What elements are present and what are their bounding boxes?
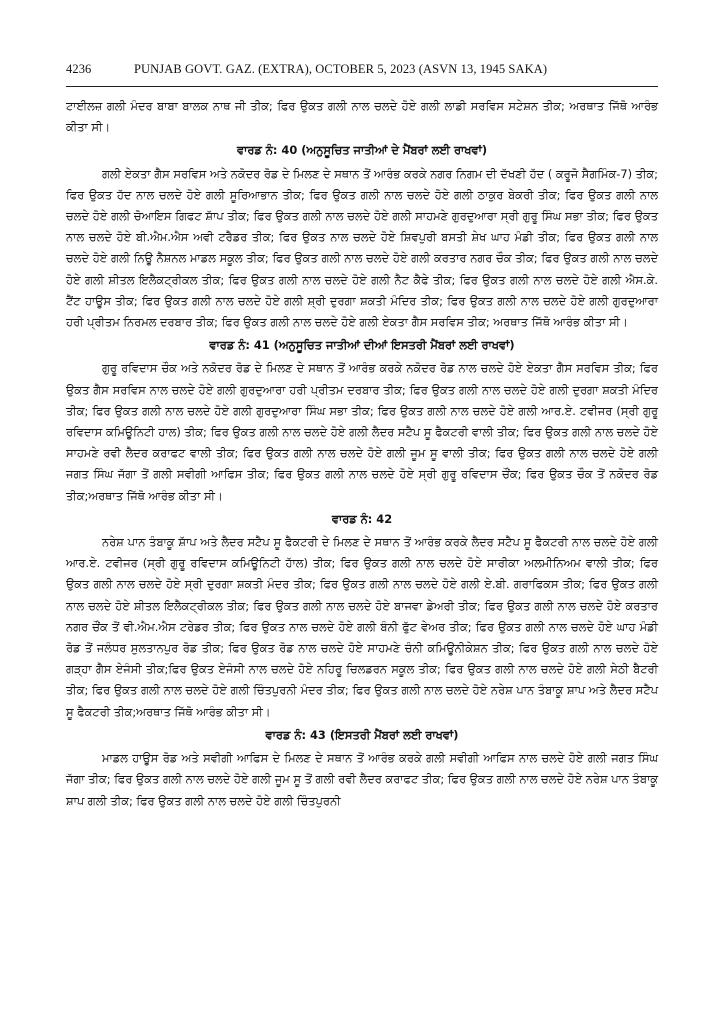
running-title: PUNJAB GOVT. GAZ. (EXTRA), OCTOBER 5, 2023 (ASVN 13, 1945 SAKA) [134, 62, 548, 76]
ward-41-heading: ਵਾਰਡ ਨੰ: 41 (ਅਨੁਸੂਚਿਤ ਜਾਤੀਆਂ ਦੀਆਂ ਇਸਤਰੀ ਮੈਂਬਰਾਂ ਲਈ ਰਾਖਵਾਂ) [209, 338, 515, 353]
ward-40-description: ਗਲੀ ਏਕਤਾ ਗੈਸ ਸਰਵਿਸ ਅਤੇ ਨਕੋਦਰ ਰੋਡ ਦੇ ਮਿਲਣ ਦੇ ਸਥਾਨ ਤੋਂ ਆਰੰਭ ਕਰਕੇ ਨਗਰ ਨਿਗਮ ਦੀ ਦੱਖਣੀ ਹੱਦ ( ਕਰੂਜੋ ਸੈਗਮਿੰਕ-7) ਤੀਕ; ਫਿਰ ਉਕਤ ਹੱਦ ਨਾਲ ਚਲਦੇ ਹੋਏ ਗਲੀ ਸੂਰਿਆਭਾਨ ਤੀਕ; ਫਿਰ ਉਕਤ ਗਲੀ ਨਾਲ ਚਲਦੇ ਹੋਏ ਗਲੀ ਠਾਕੁਰ ਬੇਕਰੀ ਤੀਕ; ਫਿਰ ਉਕਤ ਗਲੀ ਨਾਲ ਚਲਦੇ ਹੋਏ ਗਲੀ ਚੋਆਇਸ ਗਿਫਟ ਸ਼ਾੱਪ ਤੀਕ; ਫਿਰ ਉਕਤ ਗਲੀ ਨਾਲ ਚਲਦੇ ਹੋਏ ਗਲੀ ਸਾਹਮਣੇ ਗੁਰਦੁਆਰਾ ਸ੍ਰੀ ਗੁਰੂ ਸਿੰਘ ਸਭਾ ਤੀਕ; ਫਿਰ ਉਕਤ ਨਾਲ ਚਲਦੇ ਹੋਏ ਬੀ.ਐਮ.ਐਸ ਅਵੀ ਟਰੈਡਰ ਤੀਕ; ਫਿਰ ਉਕਤ ਨਾਲ ਚਲਦੇ ਹੋਏ ਸ਼ਿਵਪੁਰੀ ਬਸਤੀ ਸ਼ੇਖ ਘਾਹ ਮੰਡੀ ਤੀਕ; ਫਿਰ ਉਕਤ ਗਲੀ ਨਾਲ ਚਲਦੇ ਹੋਏ ਗਲੀ ਨਿਊ ਨੈਸ਼ਨਲ ਮਾਡਲ ਸਕੂਲ ਤੀਕ; ਫਿਰ ਉਕਤ ਗਲੀ ਨਾਲ ਚਲਦੇ ਹੋਏ ਗਲੀ ਕਰਤਾਰ ਨਗਰ ਚੌਕ ਤੀਕ; ਫਿਰ ਉਕਤ ਗਲੀ ਨਾਲ ਚਲਦੇ ਹੋਏ ਗਲੀ ਸ਼ੀਤਲ ਇਲੈਕਟ੍ਰੀਕਲ ਤੀਕ; ਫਿਰ ਉਕਤ ਗਲੀ ਨਾਲ ਚਲਦੇ ਹੋਏ ਗਲੀ ਨੈਟ ਕੈਫੇ ਤੀਕ; ਫਿਰ ਉਕਤ ਗਲੀ ਨਾਲ ਚਲਦੇ ਹੋਏ ਗਲੀ ਐਸ.ਕੇ. ਟੈਂਟ ਹਾਊਸ ਤੀਕ; ਫਿਰ ਉਕਤ ਗਲੀ ਨਾਲ ਚਲਦੇ ਹੋਏ ਗਲੀ ਸ਼੍ਰੀ ਦੁਰਗਾ ਸ਼ਕਤੀ ਮੰਦਿਰ ਤੀਕ; ਫਿਰ ਉਕਤ ਗਲੀ ਨਾਲ ਚਲਦੇ ਹੋਏ ਗਲੀ ਗੁਰਦੁਆਰਾ ਹਰੀ ਪ੍ਰੀਤਮ ਨਿਰਮਲ ਦਰਬਾਰ ਤੀਕ; ਫਿਰ ਉਕਤ ਗਲੀ ਨਾਲ ਚਲਦੇ ਹੋਏ ਗਲੀ ਏਕਤਾ ਗੈਸ ਸਰਵਿਸ ਤੀਕ; ਅਰਥਾਤ ਜਿੱਥੋ ਆਰੰਭ ਕੀਤਾ ਸੀ। [66, 166, 658, 330]
ward-41-description: ਗੁਰੂ ਰਵਿਦਾਸ ਚੌਕ ਅਤੇ ਨਕੋਦਰ ਰੋਡ ਦੇ ਮਿਲਣ ਦੇ ਸਥਾਨ ਤੋਂ ਆਰੰਭ ਕਰਕੇ ਨਕੋਦਰ ਰੋਡ ਨਾਲ ਚਲਦੇ ਹੋਏ ਏਕਤਾ ਗੈਸ ਸਰਵਿਸ ਤੀਕ; ਫਿਰ ਉਕਤ ਗੈਸ ਸਰਵਿਸ ਨਾਲ ਚਲਦੇ ਹੋਏ ਗਲੀ ਗੁਰਦੁਆਰਾ ਹਰੀ ਪ੍ਰੀਤਮ ਦਰਬਾਰ ਤੀਕ; ਫਿਰ ਉਕਤ ਗਲੀ ਨਾਲ ਚਲਦੇ ਹੋਏ ਗਲੀ ਦੁਰਗਾ ਸ਼ਕਤੀ ਮੰਦਿਰ ਤੀਕ; ਫਿਰ ਉਕਤ ਗਲੀ ਨਾਲ ਚਲਦੇ ਹੋਏ ਗਲੀ ਗੁਰਦੁਆਰਾ ਸਿੰਘ ਸਭਾ ਤੀਕ; ਫਿਰ ਉਕਤ ਗਲੀ ਨਾਲ ਚਲਦੇ ਹੋਏ ਗਲੀ ਆਰ.ਏ. ਟਵੀਜਰ (ਸ੍ਰੀ ਗੁਰੂ ਰਵਿਦਾਸ ਕਮਿਊਨਿਟੀ ਹਾਲ) ਤੀਕ; ਫਿਰ ਉਕਤ ਗਲੀ ਨਾਲ ਚਲਦੇ ਹੋਏ ਗਲੀ ਲੈਦਰ ਸਟੈਪ ਸੂ ਫੈਕਟਰੀ ਵਾਲੀ ਤੀਕ; ਫਿਰ ਉਕਤ ਗਲੀ ਨਾਲ ਚਲਦੇ ਹੋਏ ਸਾਹਮਣੇ ਰਵੀ ਲੈਦਰ ਕਰਾਫਟ ਵਾਲੀ ਤੀਕ; ਫਿਰ ਉਕਤ ਗਲੀ ਨਾਲ ਚਲਦੇ ਹੋਏ ਗਲੀ ਜੂਮ ਸੂ ਵਾਲੀ ਤੀਕ; ਫਿਰ ਉਕਤ ਗਲੀ ਨਾਲ ਚਲਦੇ ਹੋਏ ਗਲੀ ਜਗਤ ਸਿੰਘ ਜੱਗਾ ਤੋਂ ਗਲੀ ਸਵੀਗੀ ਆਫਿਸ ਤੀਕ; ਫਿਰ ਉਕਤ ਗਲੀ ਨਾਲ ਚਲਦੇ ਹੋਏ ਸ੍ਰੀ ਗੁਰੂ ਰਵਿਦਾਸ ਚੌਂਕ; ਫਿਰ ਉਕਤ ਚੌਕ ਤੋਂ ਨਕੋਦਰ ਰੋਡ ਤੀਕ;ਅਰਥਾਤ ਜਿੱਥੋ ਆਰੰਭ ਕੀਤਾ ਸੀ। [66, 361, 658, 503]
ward-42-heading: ਵਾਰਡ ਨੰ: 42 [331, 511, 393, 526]
continuation-paragraph: ਟਾਈਲਜ਼ ਗਲੀ ਮੰਦਰ ਬਾਬਾ ਬਾਲਕ ਨਾਥ ਜੀ ਤੀਕ; ਫਿਰ ਉਕਤ ਗਲੀ ਨਾਲ ਚਲਦੇ ਹੋਏ ਗਲੀ ਲਾਡੀ ਸਰਵਿਸ ਸਟੇਸ਼ਨ ਤੀਕ; ਅਰਥਾਤ ਜਿੱਥੋ ਆਰੰਭ ਕੀਤਾ ਸੀ। [66, 99, 658, 135]
header-rule [66, 86, 658, 87]
page-body [66, 96, 658, 812]
page-number: 4236 [66, 62, 92, 76]
ward-43-description: ਮਾਡਲ ਹਾਊਸ ਰੋਡ ਅਤੇ ਸਵੀਗੀ ਆਫਿਸ ਦੇ ਮਿਲਣ ਦੇ ਸਥਾਨ ਤੋਂ ਆਰੰਭ ਕਰਕੇ ਗਲੀ ਸਵੀਗੀ ਆਫਿਸ ਨਾਲ ਚਲਦੇ ਹੋਏ ਗਲੀ ਜਗਤ ਸਿੰਘ ਜੱਗਾ ਤੀਕ; ਫਿਰ ਉਕਤ ਗਲੀ ਨਾਲ ਚਲਦੇ ਹੋਏ ਗਲੀ ਜੂਮ ਸੂ ਤੋਂ ਗਲੀ ਰਵੀ ਲੈਦਰ ਕਰਾਫਟ ਤੀਕ; ਫਿਰ ਉਕਤ ਗਲੀ ਨਾਲ ਚਲਦੇ ਹੋਏ ਨਰੇਸ਼ ਪਾਨ ਤੰਬਾਕੂ ਸ਼ਾਪ ਗਲੀ ਤੀਕ; ਫਿਰ ਉਕਤ ਗਲੀ ਨਾਲ ਚਲਦੇ ਹੋਏ ਗਲੀ ਚਿੰਤਪੁਰਨੀ [66, 751, 658, 808]
ward-40-heading: ਵਾਰਡ ਨੰ: 40 (ਅਨੁਸੂਚਿਤ ਜਾਤੀਆਂ ਦੇ ਮੈਂਬਰਾਂ ਲਈ ਰਾਖਵਾਂ) [236, 143, 488, 158]
gazette-page [66, 0, 658, 1024]
page-header [66, 62, 658, 82]
ward-42-description: ਨਰੇਸ਼ ਪਾਨ ਤੰਬਾਕੂ ਸ਼ਾੱਪ ਅਤੇ ਲੈਦਰ ਸਟੈਪ ਸੂ ਫੈਕਟਰੀ ਦੇ ਮਿਲਣ ਦੇ ਸਥਾਨ ਤੋਂ ਆਰੰਭ ਕਰਕੇ ਲੈਦਰ ਸਟੈਪ ਸੂ ਫੈਕਟਰੀ ਨਾਲ ਚਲਦੇ ਹੋਏ ਗਲੀ ਆਰ.ਏ. ਟਵੀਜਰ (ਸ੍ਰੀ ਗੁਰੂ ਰਵਿਦਾਸ ਕਮਿਊਨਿਟੀ ਹਾੱਲ) ਤੀਕ; ਫਿਰ ਉਕਤ ਗਲੀ ਨਾਲ ਚਲਦੇ ਹੋਏ ਸਾਰੀਕਾ ਅਲਮੀਨਿਅਮ ਵਾਲੀ ਤੀਕ; ਫਿਰ ਉਕਤ ਗਲੀ ਨਾਲ ਚਲਦੇ ਹੋਏ ਸ੍ਰੀ ਦੁਰਗਾ ਸ਼ਕਤੀ ਮੰਦਰ ਤੀਕ; ਫਿਰ ਉਕਤ ਗਲੀ ਨਾਲ ਚਲਦੇ ਹੋਏ ਗਲੀ ਏ.ਬੀ. ਗਰਾਫਿਕਸ ਤੀਕ; ਫਿਰ ਉਕਤ ਗਲੀ ਨਾਲ ਚਲਦੇ ਹੋਏ ਸ਼ੀਤਲ ਇਲੈਕਟ੍ਰੀਕਲ ਤੀਕ; ਫਿਰ ਉਕਤ ਗਲੀ ਨਾਲ ਚਲਦੇ ਹੋਏ ਬਾਜਵਾ ਡੇਅਰੀ ਤੀਕ; ਫਿਰ ਉਕਤ ਗਲੀ ਨਾਲ ਚਲਦੇ ਹੋਏ ਕਰਤਾਰ ਨਗਰ ਚੌਂਕ ਤੋਂ ਵੀ.ਐਮ.ਐਸ ਟਰੇਡਰ ਤੀਕ; ਫਿਰ ਉਕਤ ਨਾਲ ਚਲਦੇ ਹੋਏ ਗਲੀ ਬੰਨੀ ਫੁੱਟ ਵੇਅਰ ਤੀਕ; ਫਿਰ ਉਕਤ ਗਲੀ ਨਾਲ ਚਲਦੇ ਹੋਏ ਘਾਹ ਮੰਡੀ ਰੋਡ ਤੋਂ ਜਲੰਧਰ ਸੁਲਤਾਨਪੁਰ ਰੋਡ ਤੀਕ; ਫਿਰ ਉਕਤ ਰੋਡ ਨਾਲ ਚਲਦੇ ਹੋਏ ਸਾਹਮਣੇ ਚੰਨੀ ਕਮਿਊਨੀਕੇਸ਼ਨ ਤੀਕ; ਫਿਰ ਉਕਤ ਗਲੀ ਨਾਲ ਚਲਦੇ ਹੋਏ ਗੜ੍ਹਾ ਗੈਸ ਏਜੰਸੀ ਤੀਕ;ਫਿਰ ਉਕਤ ਏਜੰਸੀ ਨਾਲ ਚਲਦੇ ਹੋਏ ਨਹਿਰੂ ਚਿਲਡਰਨ ਸਕੂਲ ਤੀਕ; ਫਿਰ ਉਕਤ ਗਲੀ ਨਾਲ ਚਲਦੇ ਹੋਏ ਗਲੀ ਸੇਠੀ ਬੈਟਰੀ ਤੀਕ; ਫਿਰ ਉਕਤ ਗਲੀ ਨਾਲ ਚਲਦੇ ਹੋਏ ਗਲੀ ਚਿੰਤਪੁਰਨੀ ਮੰਦਰ ਤੀਕ; ਫਿਰ ਉਕਤ ਗਲੀ ਨਾਲ ਚਲਦੇ ਹੋਏ ਨਰੇਸ਼ ਪਾਨ ਤੰਬਾਕੂ ਸ਼ਾਪ ਅਤੇ ਲੈਦਰ ਸਟੈਪ ਸੂ ਫੈਕਟਰੀ ਤੀਕ;ਅਰਥਾਤ ਜਿੱਥੋ ਆਰੰਭ ਕੀਤਾ ਸੀ। [66, 535, 658, 719]
ward-43-heading: ਵਾਰਡ ਨੰ: 43 (ਇਸਤਰੀ ਮੈਂਬਰਾਂ ਲਈ ਰਾਖਵਾਂ) [265, 727, 459, 742]
